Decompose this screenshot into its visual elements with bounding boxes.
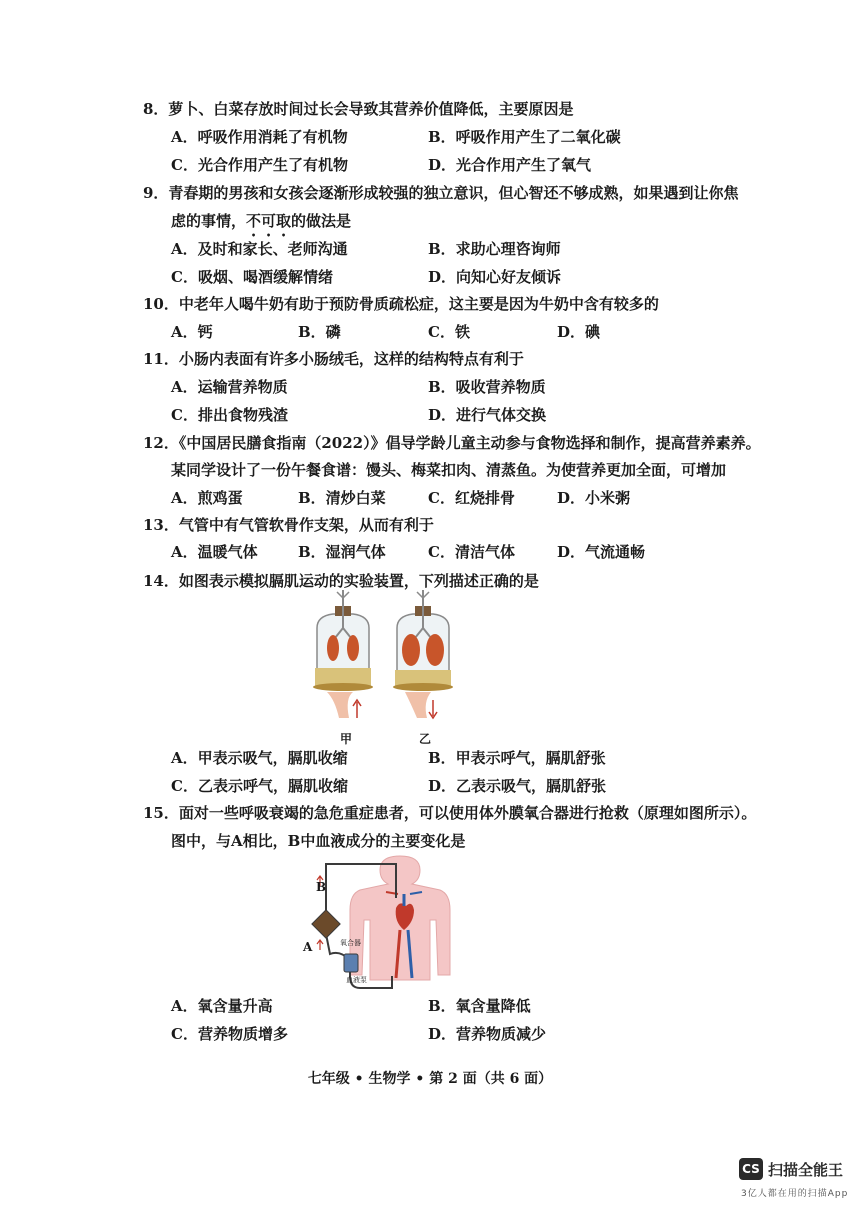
ecmo-figure — [300, 850, 470, 990]
question-10-option-b: B．磷 — [298, 323, 341, 341]
question-9-stem-pre: 虑的事情， — [171, 212, 247, 230]
question-13-option-a: A．温暖气体 — [171, 543, 258, 561]
jar-jia — [313, 590, 373, 718]
question-9-option-b: B．求助心理咨询师 — [428, 240, 561, 258]
page-footer: 七年级 • 生物学 • 第 2 面（共 6 面） — [307, 1071, 553, 1087]
question-15-option-c: C．营养物质增多 — [171, 1025, 288, 1043]
diaphragm-model-figure — [305, 588, 465, 748]
question-8-option-a: A．呼吸作用消耗了有机物 — [171, 128, 348, 146]
watermark-app-name: 扫描全能王 — [768, 1161, 844, 1179]
question-10-option-c: C．铁 — [428, 323, 470, 341]
question-12-stem-line2: 某同学设计了一份午餐食谱：馒头、梅菜扣肉、清蒸鱼。为使营养更加全面，可增加 — [171, 461, 727, 479]
question-8-option-c: C．光合作用产生了有机物 — [171, 156, 348, 174]
figure-label-jia: 甲 — [340, 732, 353, 746]
question-12-stem-line1: 12．《中国居民膳食指南（2022）》倡导学龄儿童主动参与食物选择和制作，提高营养素养。 — [143, 434, 761, 452]
question-11-option-b: B．吸收营养物质 — [428, 378, 546, 396]
diaphragm-model-illustration — [305, 588, 465, 748]
question-12-option-c: C．红烧排骨 — [428, 489, 515, 507]
question-13-stem: 13．气管中有气管软骨作支架，从而有利于 — [143, 516, 434, 534]
question-15-stem-line2: 图中，与A相比，B中血液成分的主要变化是 — [171, 832, 466, 850]
figure-label-blood-pump: 血液泵 — [346, 976, 367, 984]
question-10-stem: 10．中老年人喝牛奶有助于预防骨质疏松症，这主要是因为牛奶中含有较多的 — [143, 295, 659, 313]
question-8-option-d: D．光合作用产生了氧气 — [428, 156, 592, 174]
ecmo-illustration — [300, 850, 470, 990]
question-14-option-c: C．乙表示呼气，膈肌收缩 — [171, 777, 348, 795]
question-9-stem-line1: 9．青春期的男孩和女孩会逐渐形成较强的独立意识，但心智还不够成熟，如果遇到让你焦 — [143, 184, 739, 202]
question-14-stem: 14．如图表示模拟膈肌运动的实验装置，下列描述正确的是 — [143, 572, 539, 590]
question-14-option-d: D．乙表示吸气，膈肌舒张 — [428, 777, 607, 795]
question-12-option-d: D．小米粥 — [557, 489, 631, 507]
question-10-option-a: A．钙 — [171, 323, 213, 341]
question-9-stem-line2 — [171, 210, 351, 240]
figure-label-yi: 乙 — [419, 732, 432, 746]
question-15-option-d: D．营养物质减少 — [428, 1025, 547, 1043]
question-9-emphasis: 不可取 — [246, 212, 292, 230]
question-11-option-a: A．运输营养物质 — [171, 378, 288, 396]
question-10-option-d: D．碘 — [557, 323, 601, 341]
watermark-tagline: 3亿人都在用的扫描App — [741, 1189, 849, 1199]
question-15-stem-line1: 15．面对一些呼吸衰竭的急危重症患者，可以使用体外膜氧合器进行抢救（原理如图所示）。 — [143, 804, 757, 822]
figure-label-oxygenator: 氧合器 — [340, 939, 361, 947]
question-13-option-d: D．气流通畅 — [557, 543, 646, 561]
question-8-stem: 8．萝卜、白菜存放时间过长会导致其营养价值降低，主要原因是 — [143, 100, 574, 118]
question-9-option-c: C．吸烟、喝酒缓解情绪 — [171, 268, 333, 286]
question-11-option-d: D．进行气体交换 — [428, 406, 547, 424]
camscanner-logo-icon: CS — [739, 1158, 763, 1180]
question-13-option-b: B．湿润气体 — [298, 543, 386, 561]
question-9-stem-post: 的做法是 — [291, 212, 352, 230]
jar-yi — [393, 590, 453, 718]
question-11-option-c: C．排出食物残渣 — [171, 406, 288, 424]
figure-label-b: B — [316, 880, 327, 894]
question-14-option-b: B．甲表示呼气，膈肌舒张 — [428, 749, 606, 767]
question-9-option-a: A．及时和家长、老师沟通 — [171, 240, 348, 258]
figure-label-a: A — [303, 940, 313, 954]
question-9-option-d: D．向知心好友倾诉 — [428, 268, 562, 286]
question-12-option-b: B．清炒白菜 — [298, 489, 386, 507]
question-13-option-c: C．清洁气体 — [428, 543, 515, 561]
question-11-stem: 11．小肠内表面有许多小肠绒毛，这样的结构特点有利于 — [143, 350, 524, 368]
question-15-option-a: A．氧含量升高 — [171, 997, 273, 1015]
question-8-option-b: B．呼吸作用产生了二氧化碳 — [428, 128, 621, 146]
question-15-option-b: B．氧含量降低 — [428, 997, 531, 1015]
question-12-option-a: A．煎鸡蛋 — [171, 489, 243, 507]
question-14-option-a: A．甲表示吸气，膈肌收缩 — [171, 749, 348, 767]
